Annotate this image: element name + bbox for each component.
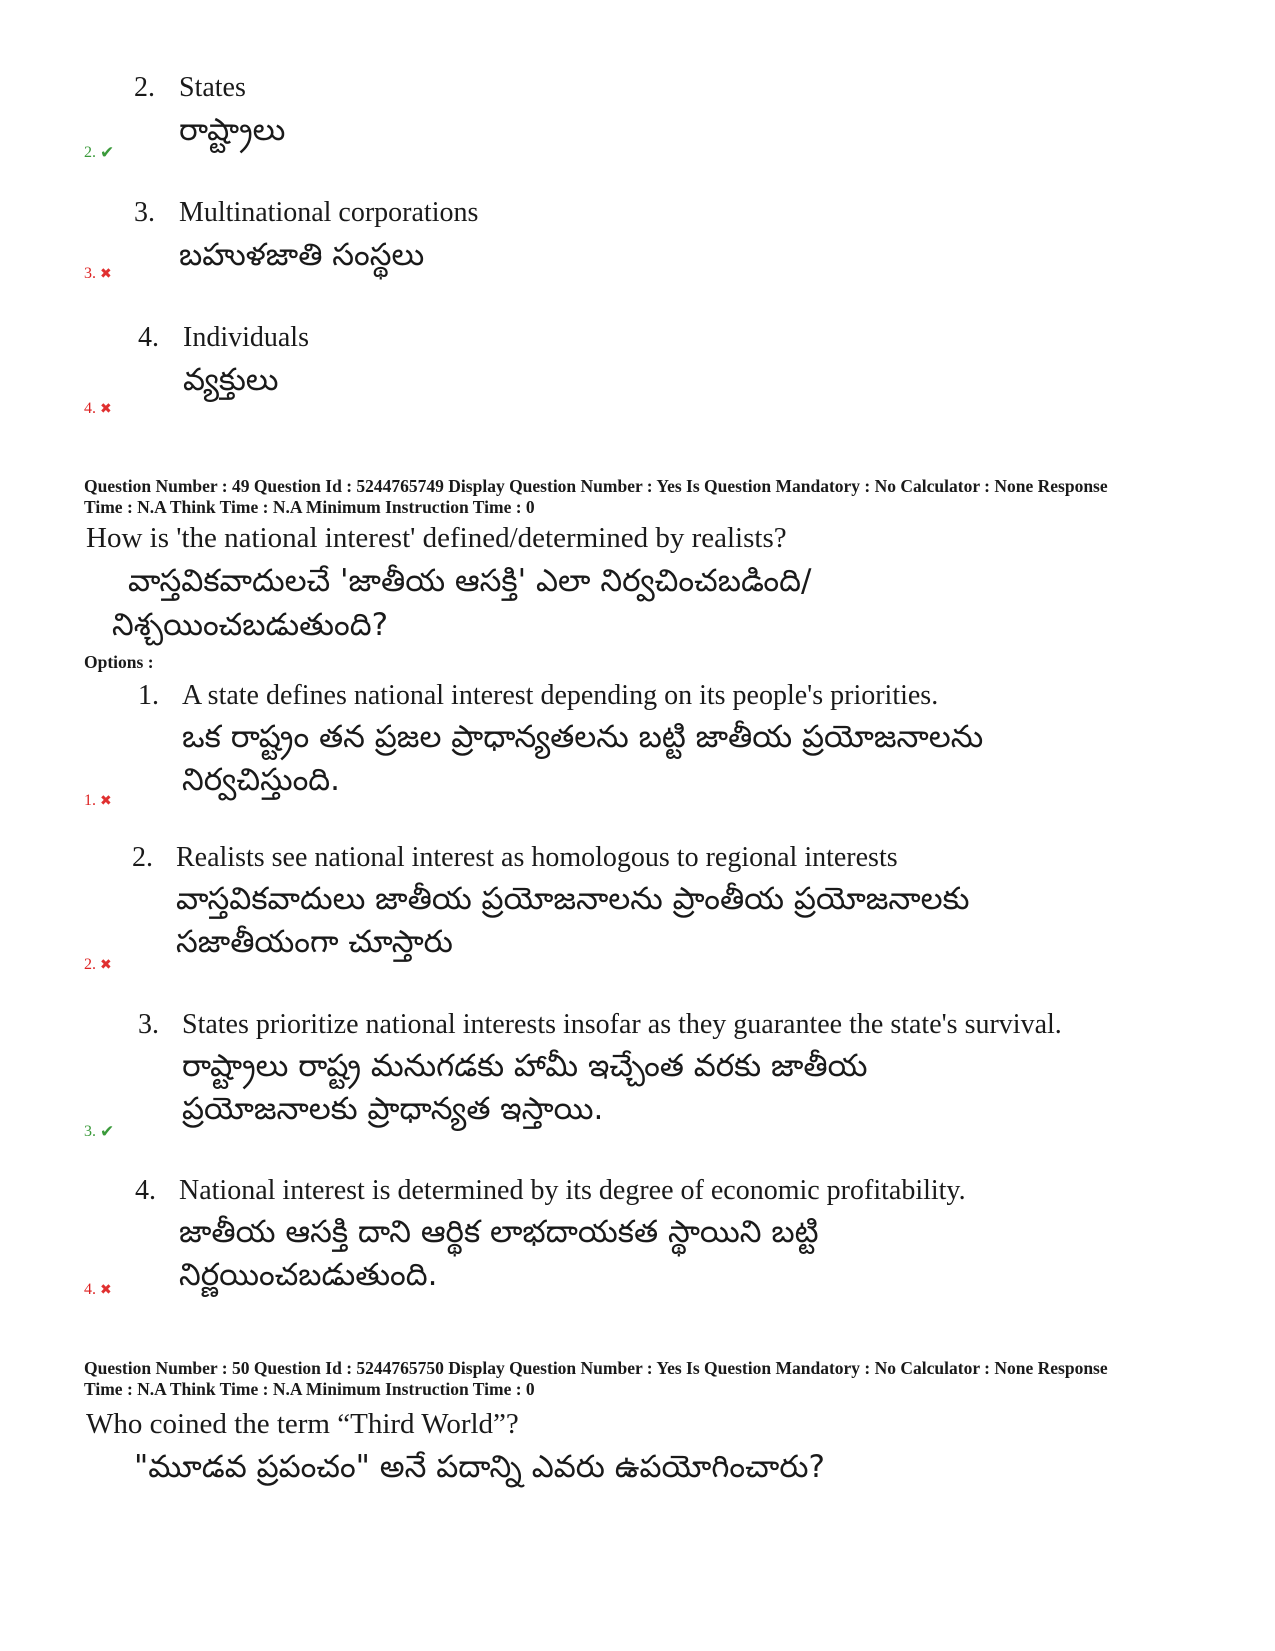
option-number: 3. [134,197,155,228]
option-text-te-line2: ప్రయోజనాలకు ప్రాధాన్యత ఇస్తాయి. [182,1091,604,1127]
option-text-en: States prioritize national interests insofar as they guarantee the state's survival. [182,1009,1062,1040]
question-text-en: Who coined the term “Third World”? [86,1408,519,1440]
option-text-te-line1: ఒక రాష్ట్రం తన ప్రజల ప్రాధాన్యతలను బట్టి జాతీయ ప్రయోజనాలను [182,719,984,755]
question-text-te: "మూడవ ప్రపంచం" అనే పదాన్ని ఎవరు ఉపయోగించారు? [134,1449,825,1485]
answer-status-wrong: 4. ✖ [84,400,112,417]
question-metadata: Question Number : 50 Question Id : 5244765750 Display Question Number : Yes Is Question Mandatory : No Calculator : None Response Time : N.A Think Time : N.A Minimum Instruction Time : 0 [84,1358,1108,1399]
option-text-te-line2: నిర్వచిస్తుంది. [182,762,341,798]
answer-status-wrong: 3. ✖ [84,265,112,282]
cross-icon: ✖ [100,957,112,973]
option-text-en: A state defines national interest depending on its people's priorities. [182,680,939,711]
option-number: 1. [138,680,159,711]
answer-status-correct: 2. ✔ [84,143,115,163]
check-icon: ✔ [100,1122,115,1142]
check-icon: ✔ [100,143,115,163]
question-text-te-line2: నిశ్చయించబడుతుంది? [112,607,389,643]
question-metadata: Question Number : 49 Question Id : 5244765749 Display Question Number : Yes Is Question Mandatory : No Calculator : None Response Time : N.A Think Time : N.A Minimum Instruction Time : 0 [84,476,1108,517]
cross-icon: ✖ [100,266,112,282]
option-text-te: వ్యక్తులు [183,362,279,398]
option-number: 4. [135,1175,156,1206]
cross-icon: ✖ [100,1282,112,1298]
option-text-en: National interest is determined by its degree of economic profitability. [179,1175,966,1206]
cross-icon: ✖ [100,793,112,809]
option-number: 2. [132,842,153,873]
answer-status-wrong: 4. ✖ [84,1281,112,1298]
option-text-te-line2: సజాతీయంగా చూస్తారు [176,924,453,960]
option-text-en: States [179,72,246,103]
option-text-en: Multinational corporations [179,197,479,228]
options-label: Options : [84,652,154,672]
option-text-en: Realists see national interest as homologous to regional interests [176,842,898,873]
option-text-te-line2: నిర్ణయించబడుతుంది. [179,1257,438,1293]
question-text-en: How is 'the national interest' defined/determined by realists? [86,522,787,554]
cross-icon: ✖ [100,401,112,417]
option-text-te-line1: జాతీయ ఆసక్తి దాని ఆర్థిక లాభదాయకత స్థాయిని బట్టి [179,1214,819,1250]
option-number: 4. [138,322,159,353]
question-text-te-line1: వాస్తవికవాదులచే 'జాతీయ ఆసక్తి' ఎలా నిర్వచించబడింది/ [128,563,812,599]
answer-status-correct: 3. ✔ [84,1122,115,1142]
option-number: 2. [134,72,155,103]
answer-status-wrong: 1. ✖ [84,792,112,809]
option-text-te: రాష్ట్రాలు [179,112,286,148]
option-text-te-line1: వాస్తవికవాదులు జాతీయ ప్రయోజనాలను ప్రాంతీయ ప్రయోజనాలకు [176,881,970,917]
answer-status-wrong: 2. ✖ [84,956,112,973]
option-text-te: బహుళజాతి సంస్థలు [179,237,425,273]
option-text-te-line1: రాష్ట్రాలు రాష్ట్ర మనుగడకు హామీ ఇచ్చేంత వరకు జాతీయ [182,1048,868,1084]
option-number: 3. [138,1009,159,1040]
option-text-en: Individuals [183,322,309,353]
